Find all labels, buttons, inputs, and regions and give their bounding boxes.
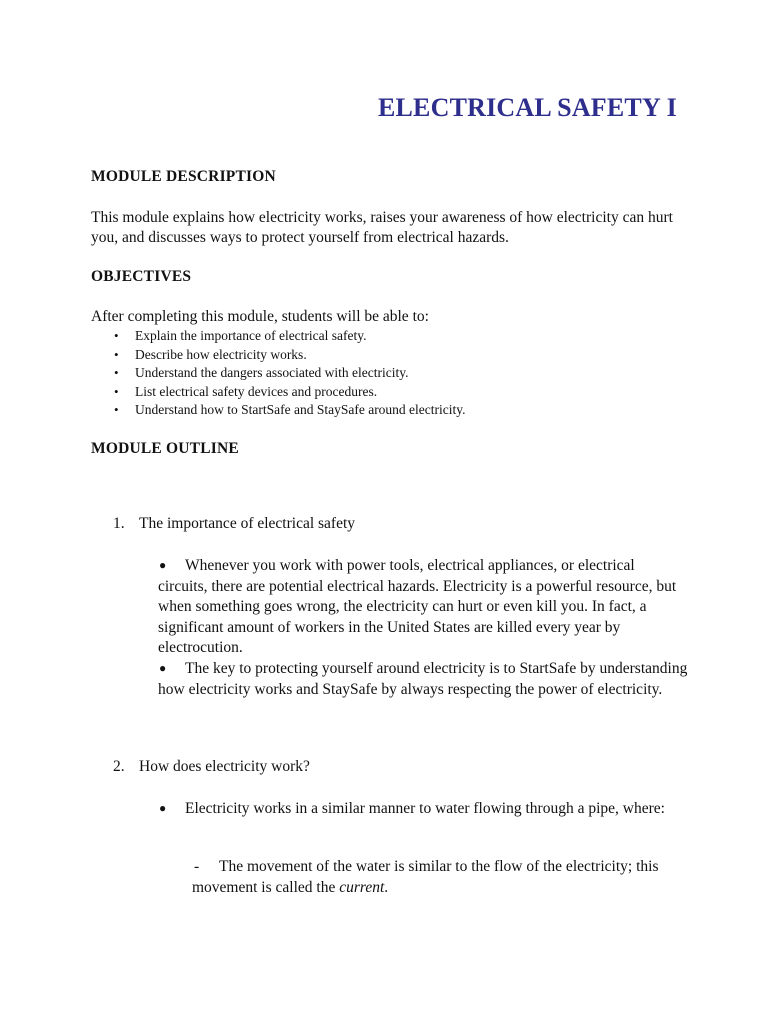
emphasis-term: current <box>339 878 385 896</box>
section-2-bullet-1 <box>158 798 688 820</box>
section-title: The importance of electrical safety <box>139 515 356 532</box>
sub-item-text: The movement of the water is similar to the flow of the electricity; this movement is called the <box>192 858 659 896</box>
outline-section-2 <box>113 758 310 776</box>
bullet-text: Whenever you work with power tools, electrical appliances, or electrical circuits, there are potential electrical hazards. Electricity is a powerful resource, but when something goes wrong, the electricity can hurt or even kill you. In fact, a significant amount of workers in the United States are killed every year by electrocution. <box>158 557 677 656</box>
objectives-intro: After completing this module, students will be able to: <box>91 308 429 325</box>
sub-item-text-end: . <box>384 878 389 896</box>
bullet-text: Electricity works in a similar manner to water flowing through a pipe, where: <box>185 800 665 817</box>
section-number: 2. <box>113 758 125 775</box>
section-number: 1. <box>113 515 125 532</box>
outline-section-1 <box>113 515 355 533</box>
objectives-list <box>113 327 673 420</box>
bullet-icon: ● <box>159 558 167 572</box>
list-item: • Describe how electricity works. <box>113 346 673 365</box>
bullet-text: The key to protecting yourself around electricity is to StartSafe by understanding how electricity works and StaySafe by always respecting the power of electricity. <box>158 660 688 698</box>
section-2-sub-item <box>192 857 692 898</box>
section-1-bullet-2 <box>158 658 688 700</box>
module-description-heading: MODULE DESCRIPTION <box>91 168 276 185</box>
module-outline-heading: MODULE OUTLINE <box>91 440 239 457</box>
list-item: • List electrical safety devices and procedures. <box>113 383 673 402</box>
document-title: ELECTRICAL SAFETY I <box>377 93 677 122</box>
list-item: • Understand how to StartSafe and StaySafe around electricity. <box>113 401 673 420</box>
list-item: • Explain the importance of electrical safety. <box>113 327 673 346</box>
objectives-heading: OBJECTIVES <box>91 268 192 285</box>
list-item: • Understand the dangers associated with electricity. <box>113 364 673 383</box>
dash-marker: - <box>194 858 200 875</box>
section-1-bullet-1 <box>158 555 688 659</box>
bullet-icon: ● <box>159 801 167 815</box>
module-description-text: This module explains how electricity works, raises your awareness of how electricity can hurt you, and discusses ways to protect yourself from electrical hazards. <box>91 209 673 246</box>
section-title: How does electricity work? <box>139 758 310 775</box>
bullet-icon: ● <box>159 661 167 675</box>
